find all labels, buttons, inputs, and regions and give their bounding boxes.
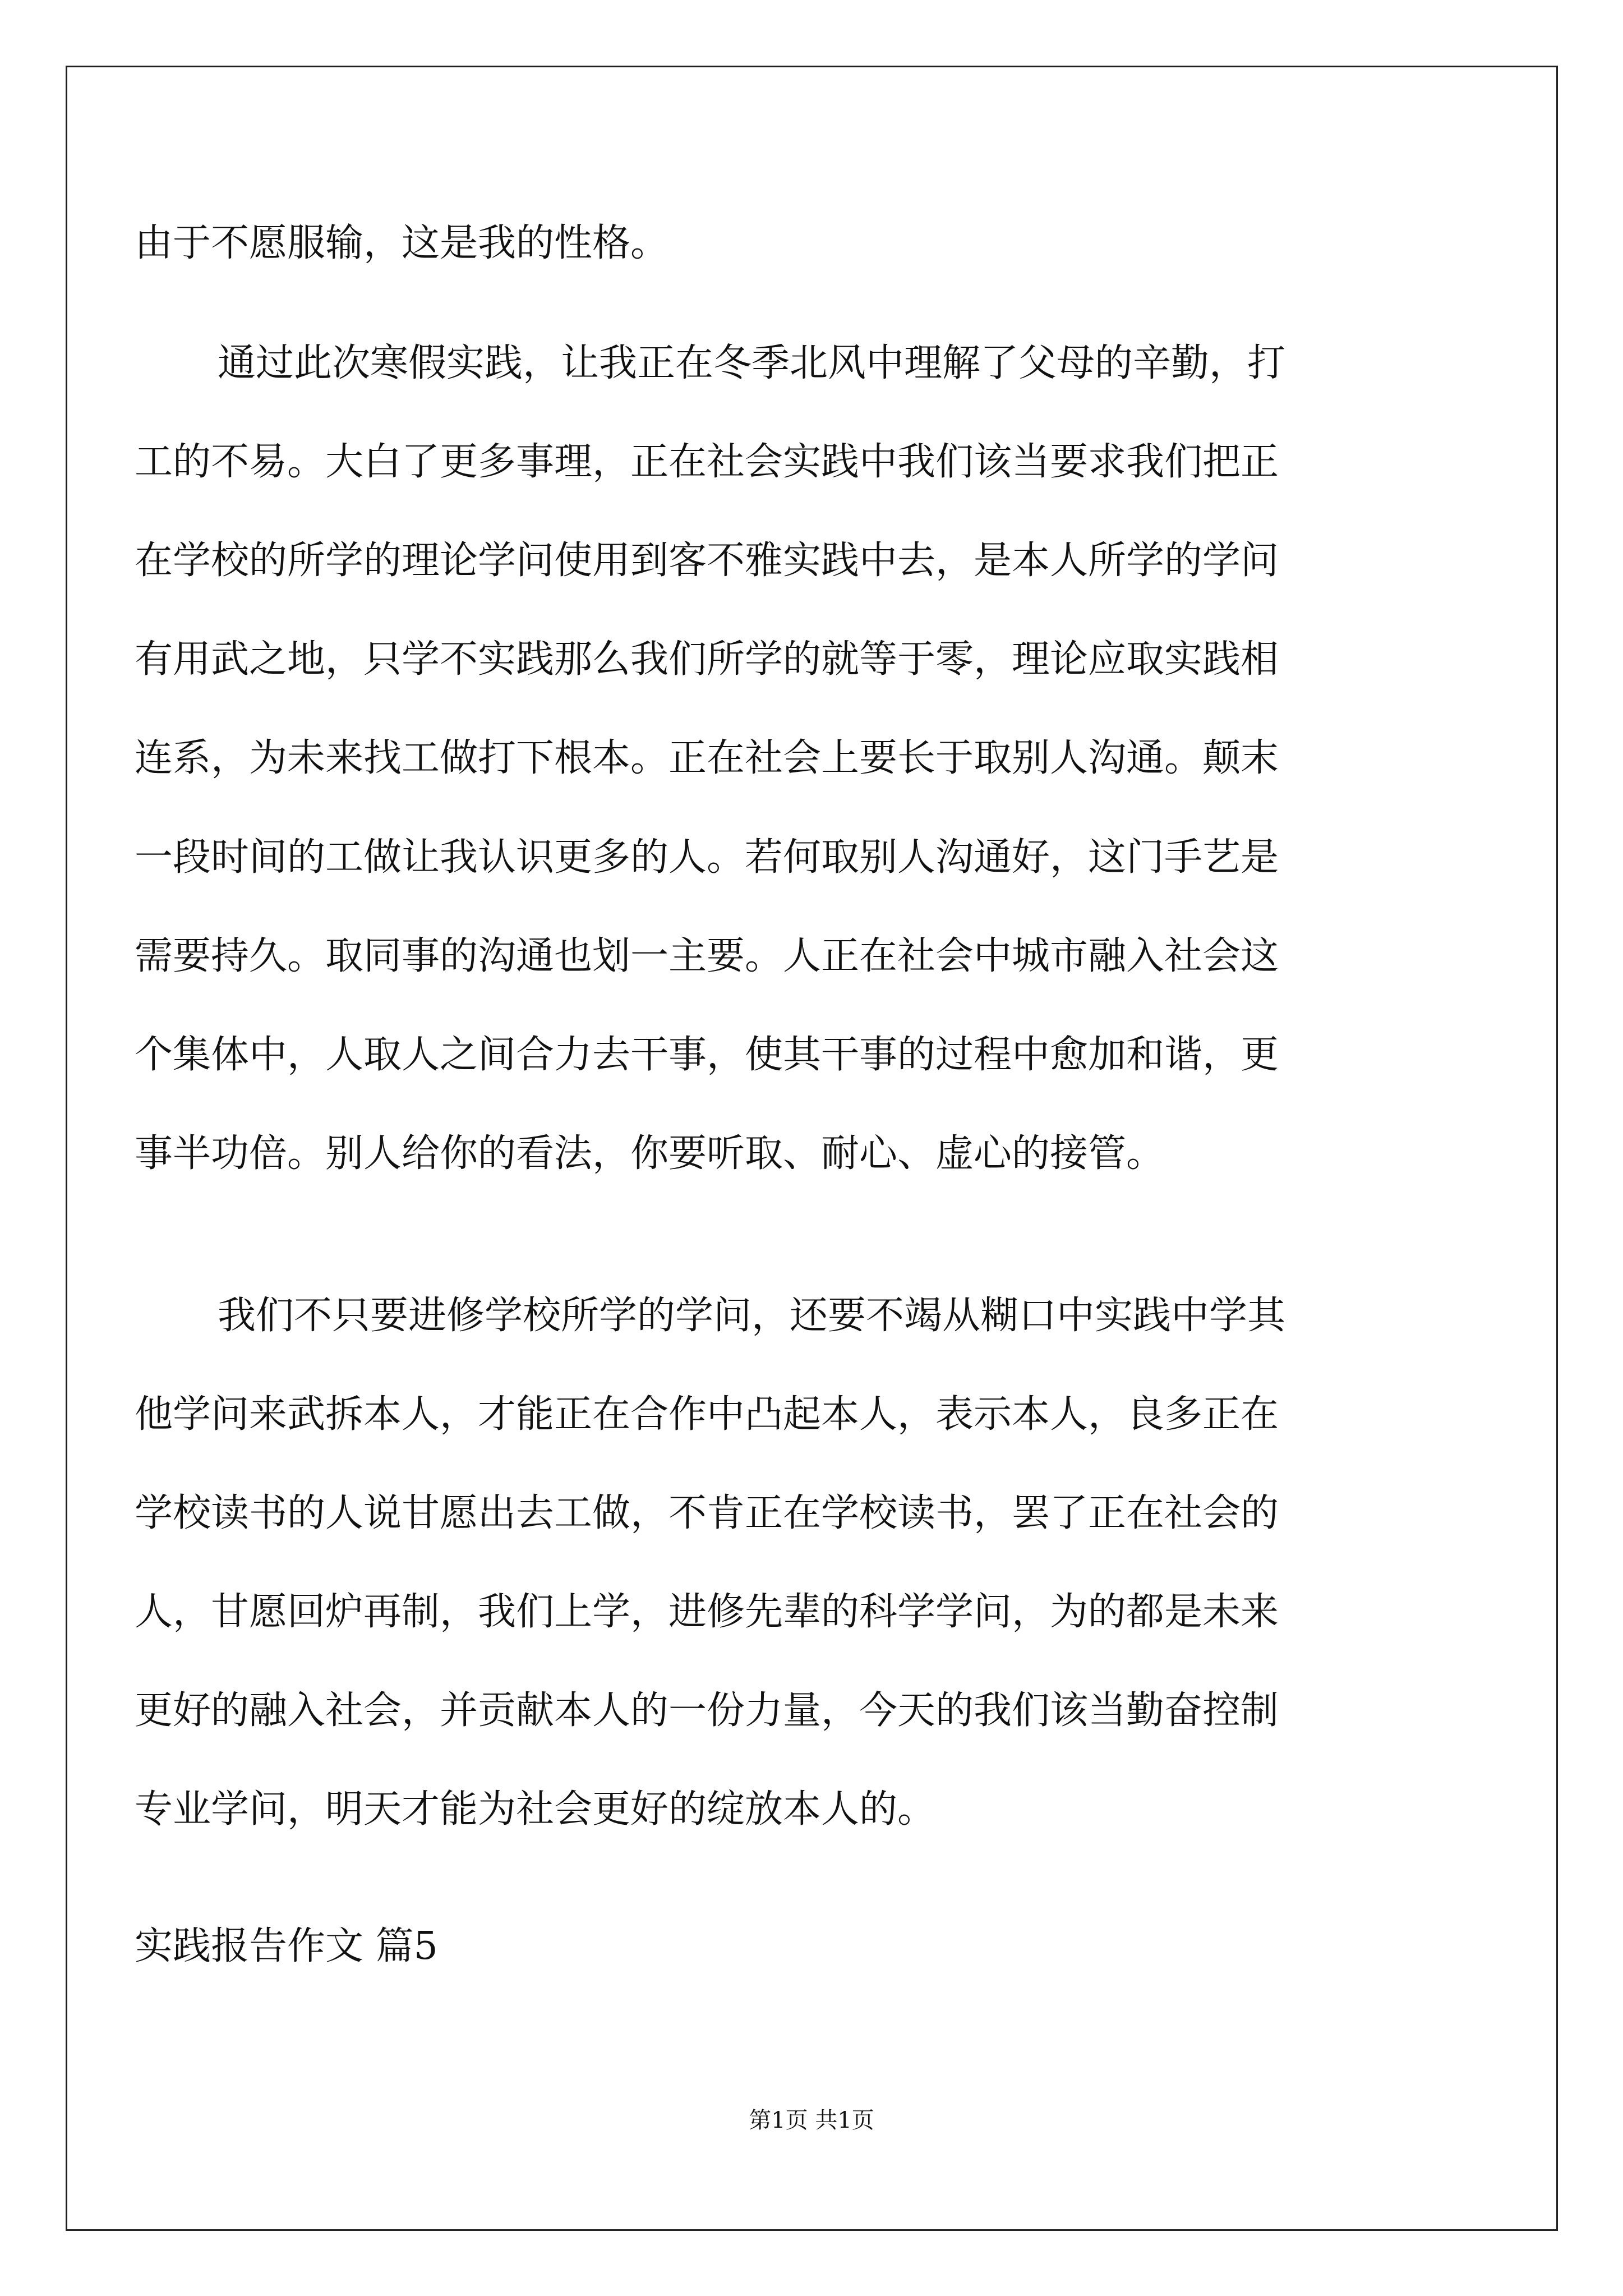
text-line: 有用武之地，只学不实践那么我们所学的就等于零，理论应取实践相 bbox=[135, 637, 1279, 682]
text-line: 专业学问，明天才能为社会更好的绽放本人的。 bbox=[135, 1787, 936, 1832]
text-line: 学校读书的人说甘愿出去工做，不肯正在学校读书，罢了正在社会的 bbox=[135, 1491, 1279, 1535]
text-line: 更好的融入社会，并贡献本人的一份力量，今天的我们该当勤奋控制 bbox=[135, 1688, 1279, 1733]
text-line: 一段时间的工做让我认识更多的人。若何取别人沟通好，这门手艺是 bbox=[135, 835, 1279, 880]
text-line: 由于不愿服输，这是我的性格。 bbox=[135, 221, 669, 265]
text-line: 事半功倍。别人给你的看法，你要听取、耐心、虚心的接管。 bbox=[135, 1131, 1165, 1176]
section-heading: 实践报告作文 篇5 bbox=[135, 1924, 438, 1968]
text-line: 在学校的所学的理论学问使用到客不雅实践中去，是本人所学的学问 bbox=[135, 539, 1279, 583]
text-line: 连系，为未来找工做打下根本。正在社会上要长于取别人沟通。颠末 bbox=[135, 736, 1279, 780]
text-line: 他学问来武拆本人，才能正在合作中凸起本人，表示本人，良多正在 bbox=[135, 1392, 1279, 1437]
text-line: 人，甘愿回炉再制，我们上学，进修先辈的科学学问，为的都是未来 bbox=[135, 1590, 1279, 1634]
paragraph-first-line: 通过此次寒假实践，让我正在冬季北风中理解了父母的辛勤，打 bbox=[218, 341, 1286, 385]
text-line: 个集体中，人取人之间合力去干事，使其干事的过程中愈加和谐，更 bbox=[135, 1033, 1279, 1077]
text-line: 工的不易。大白了更多事理，正在社会实践中我们该当要求我们把正 bbox=[135, 440, 1279, 484]
text-line: 需要持久。取同事的沟通也划一主要。人正在社会中城市融入社会这 bbox=[135, 934, 1279, 978]
page-footer: 第1页 共1页 bbox=[749, 2108, 874, 2133]
paragraph-first-line: 我们不只要进修学校所学的学问，还要不竭从糊口中实践中学其 bbox=[218, 1294, 1286, 1338]
